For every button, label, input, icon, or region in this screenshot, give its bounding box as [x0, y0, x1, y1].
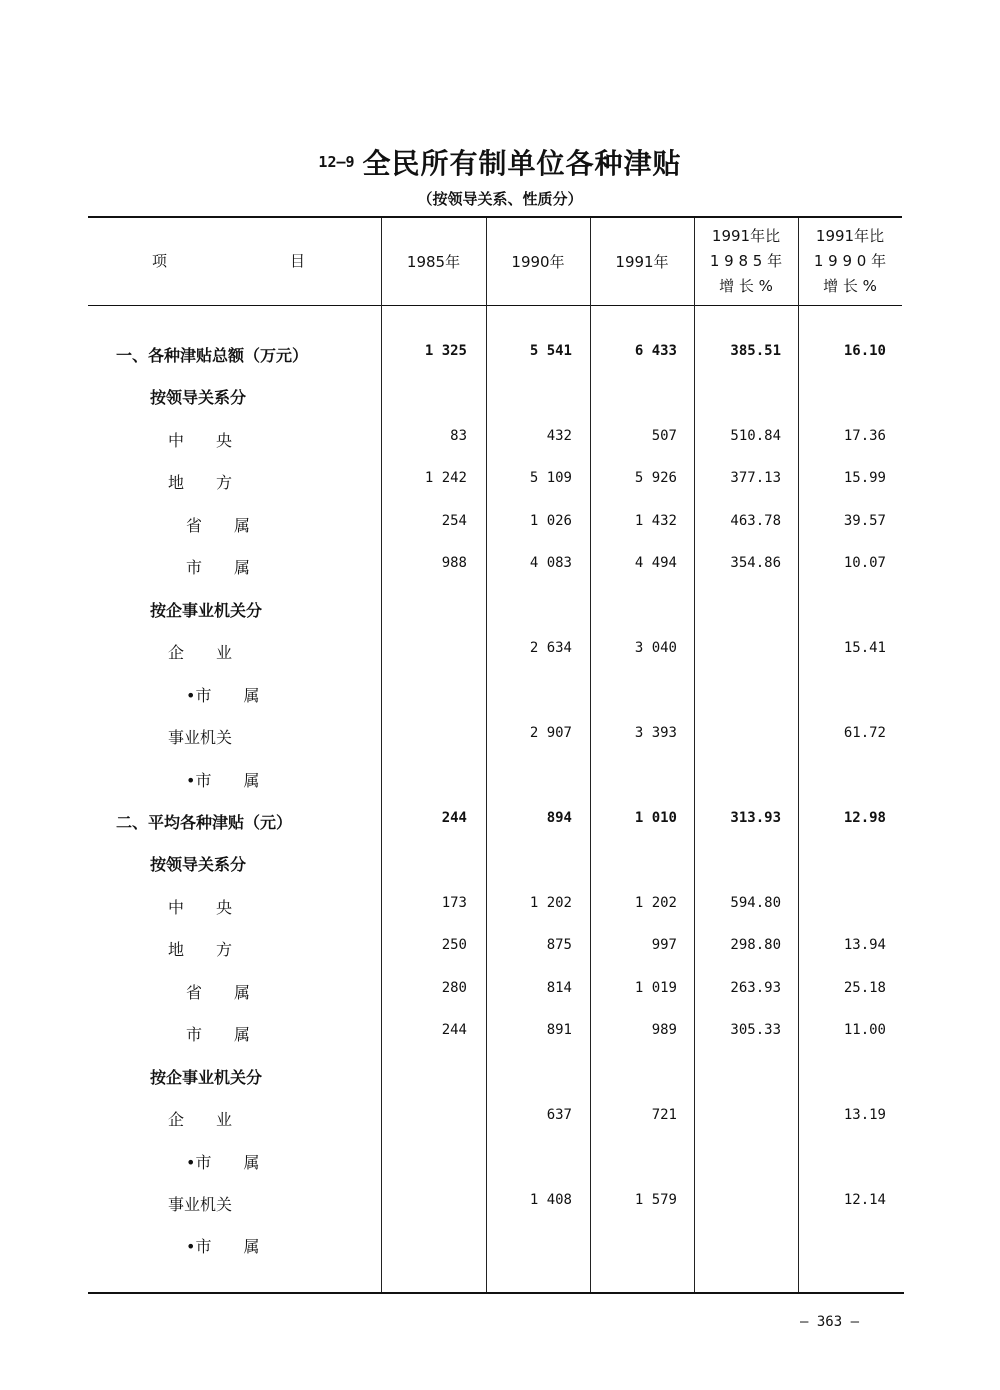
row-value: 11.00 — [843, 1022, 886, 1038]
top-rule — [88, 216, 902, 218]
row-label: 市 属 — [186, 558, 251, 577]
table-title — [0, 142, 1000, 182]
table-row — [0, 852, 1000, 882]
row-label: 按企事业机关分 — [150, 601, 263, 620]
table-row — [0, 1150, 1000, 1180]
table-row — [0, 937, 1000, 967]
row-value: 305.33 — [730, 1022, 781, 1038]
row-value: 254 — [441, 513, 467, 529]
row-value: 385.51 — [730, 343, 781, 359]
row-label: 中 央 — [168, 431, 233, 450]
row-value: 1 242 — [424, 470, 467, 486]
row-value: 5 541 — [529, 343, 572, 359]
row-value: 2 907 — [529, 725, 572, 741]
header-item-char2: 目 — [290, 252, 306, 270]
row-label: 省 属 — [186, 983, 251, 1002]
row-value: 875 — [546, 937, 572, 953]
row-value: 507 — [651, 428, 677, 444]
row-value: 25.18 — [843, 980, 886, 996]
row-value: 12.14 — [843, 1192, 886, 1208]
row-label: 按企事业机关分 — [150, 1068, 263, 1087]
row-label: 地 方 — [168, 940, 233, 959]
row-label: 事业机关 — [168, 1195, 233, 1214]
row-value: 637 — [546, 1107, 572, 1123]
table-row — [0, 385, 1000, 415]
row-value: 4 494 — [634, 555, 677, 571]
table-subtitle: （按领导关系、性质分） — [417, 190, 583, 208]
row-label: 市 属 — [186, 1025, 251, 1044]
row-value: 173 — [441, 895, 467, 911]
row-value: 3 040 — [634, 640, 677, 656]
row-value: 594.80 — [730, 895, 781, 911]
row-value: 989 — [651, 1022, 677, 1038]
table-row — [0, 470, 1000, 500]
row-value: 5 926 — [634, 470, 677, 486]
row-label: 按领导关系分 — [150, 388, 247, 407]
row-value: 244 — [441, 1022, 467, 1038]
row-label: 一、各种津贴总额（万元） — [116, 346, 309, 365]
header-col-1991: 1991年 — [615, 253, 669, 271]
row-value: 263.93 — [730, 980, 781, 996]
table-row — [0, 725, 1000, 755]
row-value: 4 083 — [529, 555, 572, 571]
table-row — [0, 810, 1000, 840]
row-value: 2 634 — [529, 640, 572, 656]
row-value: 12.98 — [843, 810, 886, 826]
row-value: 814 — [546, 980, 572, 996]
header-col-1990: 1990年 — [511, 253, 565, 271]
row-value: 13.94 — [843, 937, 886, 953]
row-value: 3 393 — [634, 725, 677, 741]
row-label: 中 央 — [168, 898, 233, 917]
row-value: 1 432 — [634, 513, 677, 529]
header-col-growth-1985: 1991年比 1 9 8 5 年 增 长 % — [709, 227, 783, 295]
row-value: 17.36 — [843, 428, 886, 444]
row-label: 企 业 — [168, 1110, 233, 1129]
row-value: 6 433 — [634, 343, 677, 359]
row-value: 463.78 — [730, 513, 781, 529]
table-row — [0, 683, 1000, 713]
row-value: 16.10 — [843, 343, 886, 359]
table-row — [0, 513, 1000, 543]
row-value: 250 — [441, 937, 467, 953]
row-label: 省 属 — [186, 516, 251, 535]
row-value: 15.99 — [843, 470, 886, 486]
header-item-char1: 项 — [152, 252, 168, 270]
table-row — [0, 1065, 1000, 1095]
row-value: 1 408 — [529, 1192, 572, 1208]
table-row — [0, 1192, 1000, 1222]
row-value: 377.13 — [730, 470, 781, 486]
row-value: 1 026 — [529, 513, 572, 529]
table-row — [0, 555, 1000, 585]
row-label: 按领导关系分 — [150, 855, 247, 874]
table-row — [0, 980, 1000, 1010]
row-label: 地 方 — [168, 473, 233, 492]
row-value: 894 — [546, 810, 572, 826]
row-value: 5 109 — [529, 470, 572, 486]
row-value: 1 019 — [634, 980, 677, 996]
row-value: 13.19 — [843, 1107, 886, 1123]
row-value: 313.93 — [730, 810, 781, 826]
bottom-rule — [88, 1292, 904, 1294]
header-col-1985: 1985年 — [406, 253, 461, 271]
row-label: •市 属 — [186, 686, 260, 705]
table-row — [0, 598, 1000, 628]
row-value: 997 — [651, 937, 677, 953]
table-row — [0, 895, 1000, 925]
row-label: 二、平均各种津贴（元） — [116, 813, 293, 832]
row-value: 39.57 — [843, 513, 886, 529]
header-rule — [88, 305, 902, 306]
table-row — [0, 1234, 1000, 1264]
row-value: 83 — [450, 428, 467, 444]
row-value: 298.80 — [730, 937, 781, 953]
row-label: 企 业 — [168, 643, 233, 662]
row-label: •市 属 — [186, 1153, 260, 1172]
header-col-growth-1990: 1991年比 1 9 9 0 年 增 长 % — [813, 227, 887, 295]
row-value: 1 325 — [424, 343, 467, 359]
row-value: 10.07 — [843, 555, 886, 571]
table-row — [0, 428, 1000, 458]
row-value: 15.41 — [843, 640, 886, 656]
table-row — [0, 1107, 1000, 1137]
page-number: — 363 — — [800, 1314, 860, 1330]
row-value: 61.72 — [843, 725, 886, 741]
row-value: 1 579 — [634, 1192, 677, 1208]
table-title-text: 全民所有制单位各种津贴 — [362, 147, 682, 180]
row-label: •市 属 — [186, 1237, 260, 1256]
row-value: 1 202 — [634, 895, 677, 911]
row-value: 432 — [546, 428, 572, 444]
table-number: 12—9 — [318, 153, 355, 171]
row-value: 1 010 — [634, 810, 677, 826]
row-label: •市 属 — [186, 771, 260, 790]
row-label: 事业机关 — [168, 728, 233, 747]
table-row — [0, 343, 1000, 373]
row-value: 891 — [546, 1022, 572, 1038]
row-value: 721 — [651, 1107, 677, 1123]
row-value: 510.84 — [730, 428, 781, 444]
row-value: 244 — [441, 810, 467, 826]
row-value: 1 202 — [529, 895, 572, 911]
table-row — [0, 1022, 1000, 1052]
row-value: 280 — [441, 980, 467, 996]
row-value: 988 — [441, 555, 467, 571]
table-row — [0, 640, 1000, 670]
table-row — [0, 768, 1000, 798]
row-value: 354.86 — [730, 555, 781, 571]
